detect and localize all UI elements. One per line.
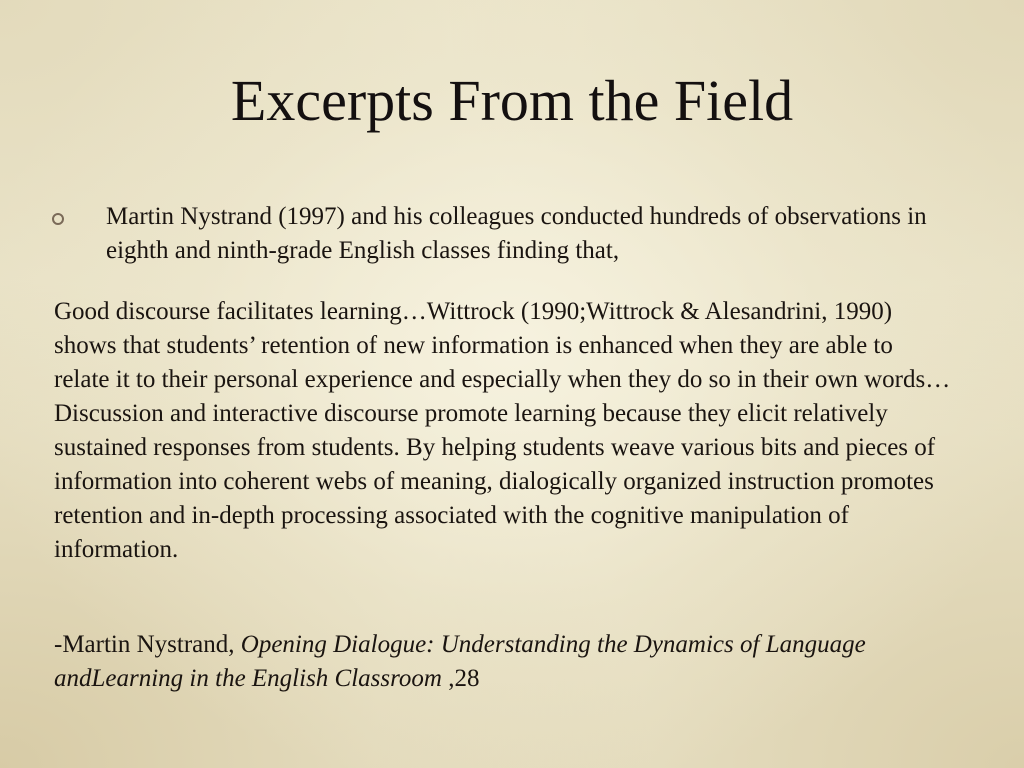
citation-book-title: Opening Dialogue: Understanding the Dynamics of Language andLearning in the English Classroom: [54, 631, 866, 692]
bullet-text: Martin Nystrand (1997) and his colleagues conducted hundreds of observations in eighth and ninth-grade English classes finding that,: [106, 203, 927, 264]
citation: [54, 628, 914, 696]
citation-page: ,28: [448, 665, 480, 692]
slide-title: Excerpts From the Field: [230, 68, 794, 133]
hollow-circle-bullet-icon: [52, 213, 64, 225]
citation-author: -Martin Nystrand,: [54, 631, 235, 658]
block-quote: Good discourse facilitates learning…Wittrock (1990;Wittrock & Alesandrini, 1990) shows that students’ retention of new information is enhanced when they are able to relate it to their personal experience and especially when they do so in their own words…Discussion and interactive discourse promote learning because they elicit relatively sustained responses from students. By helping students weave various bits and pieces of information into coherent webs of meaning, dialogically organized instruction promotes retention and in-depth processing associated with the cognitive manipulation of information.: [54, 298, 951, 563]
